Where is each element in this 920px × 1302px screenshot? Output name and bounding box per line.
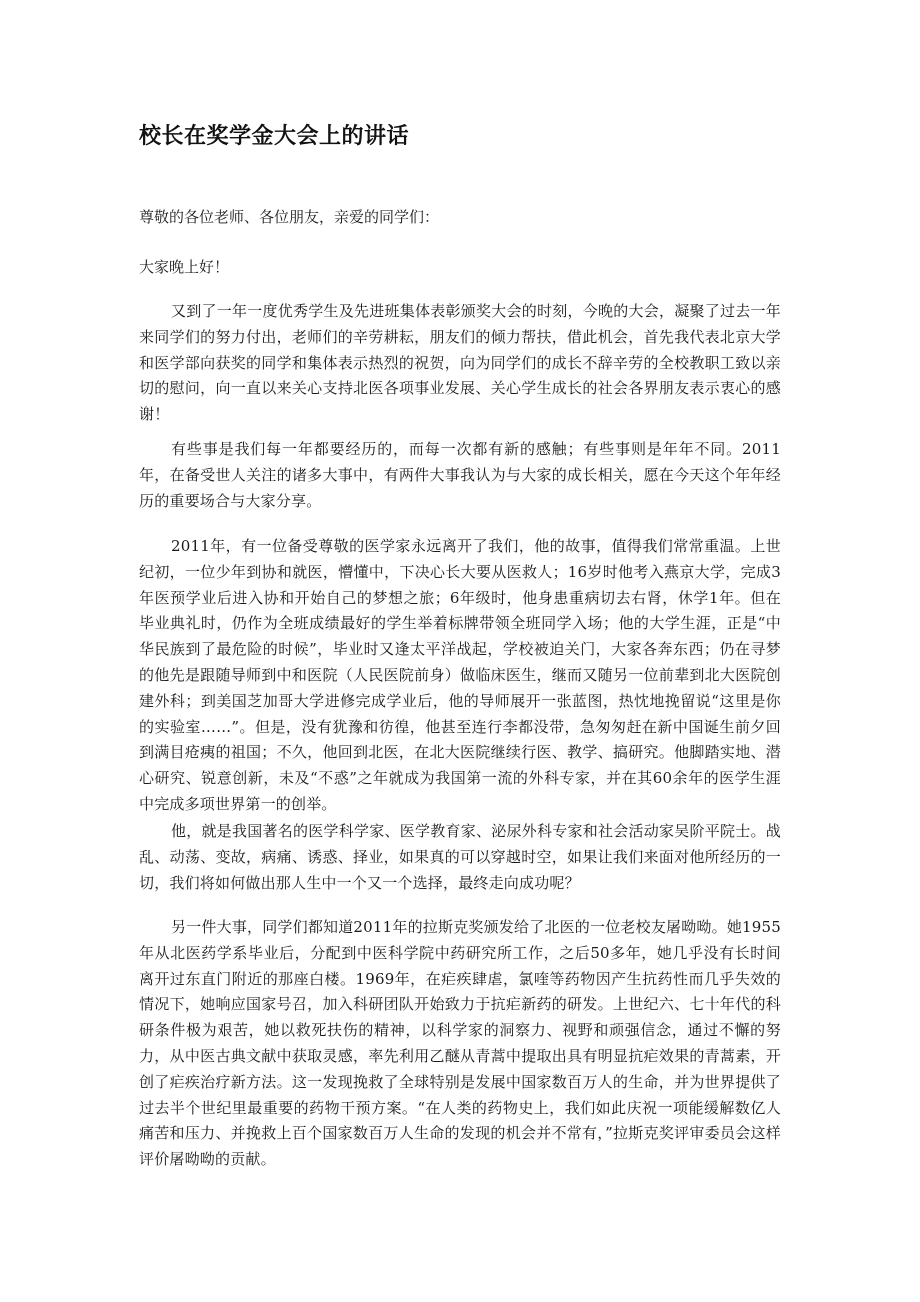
paragraph-5: 另一件大事，同学们都知道2011年的拉斯克奖颁发给了北医的一位老校友屠呦呦。她1955年从北医药学系毕业后，分配到中医科学院中药研究所工作，之后50多年，她几乎没有长时间离开过东直门附近的那座白楼。1969年，在疟疾肆虐，氯喹等药物因产生抗药性而几乎失效的情况下，她响应国家号召，加入科研团队开始致力于抗疟新药的研发。上世纪六、七十年代的科研条件极为艰苦，她以救死扶伤的精神，以科学家的洞察力、视野和顽强信念，通过不懈的努力，从中医古典文献中获取灵感，率先利用乙醚从青蒿中提取出具有明显抗疟效果的青蒿素，开创了疟疾治疗新方法。这一发现挽救了全球特别是发展中国家数百万人的生命，并为世界提供了过去半个世纪里最重要的药物干预方案。“在人类的药物史上，我们如此庆祝一项能缓解数亿人痛苦和压力、并挽救上百个国家数百万人生命的发现的机会并不常有，”拉斯克奖评审委员会这样评价屠呦呦的贡献。 (139, 918, 781, 1169)
document-title: 校长在奖学金大会上的讲话 (139, 124, 410, 149)
paragraph-1: 又到了一年一度优秀学生及先进班集体表彰颁奖大会的时刻，今晚的大会，凝聚了过去一年来同学们的努力付出，老师们的辛劳耕耘，朋友们的倾力帮扶，借此机会，首先我代表北京大学和医学部向获奖的同学和集体表示热烈的祝贺，向为同学们的成长不辞辛劳的全校教职工致以亲切的慰问，向一直以来关心支持北医各项事业发展、关心学生成长的社会各界朋友表示衷心的感谢！ (139, 302, 781, 424)
paragraph-4: 他，就是我国著名的医学科学家、医学教育家、泌尿外科专家和社会活动家吴阶平院士。战乱、动荡、变故，病痛、诱惑、择业，如果真的可以穿越时空，如果让我们来面对他所经历的一切，我们将如何做出那人生中一个又一个选择，最终走向成功呢？ (139, 822, 781, 892)
salutation: 尊敬的各位老师、各位朋友，亲爱的同学们： (139, 208, 440, 226)
paragraph-2: 有些事是我们每一年都要经历的，而每一次都有新的感触；有些事则是年年不同。2011年，在备受世人关注的诸多大事中，有两件大事我认为与大家的成长相关，愿在今天这个年年经历的重要场合与大家分享。 (139, 440, 781, 510)
greeting: 大家晚上好！ (139, 258, 230, 276)
paragraph-3: 2011年，有一位备受尊敬的医学家永远离开了我们，他的故事，值得我们常常重温。上世纪初，一位少年到协和就医，懵懂中，下决心长大要从医救人；16岁时他考入燕京大学，完成3年医预学业后进入协和开始自己的梦想之旅；6年级时，他身患重病切去右肾，休学1年。但在毕业典礼时，仍作为全班成绩最好的学生举着标牌带领全班同学入场；他的大学生涯，正是“中华民族到了最危险的时候”，毕业时又逢太平洋战起，学校被迫关门，大家各奔东西；仍在寻梦的他先是跟随导师到中和医院（人民医院前身）做临床医生，继而又随另一位前辈到北大医院创建外科；到美国芝加哥大学进修完成学业后，他的导师展开一张蓝图，热忱地挽留说“这里是你的实验室……”。但是，没有犹豫和彷徨，他甚至连行李都没带，急匆匆赶在新中国诞生前夕回到满目疮痍的祖国；不久，他回到北医，在北大医院继续行医、教学、搞研究。他脚踏实地、潜心研究、锐意创新，未及“不惑”之年就成为我国第一流的外科专家，并在其60余年的医学生涯中完成多项世界第一的创举。 (139, 537, 781, 813)
